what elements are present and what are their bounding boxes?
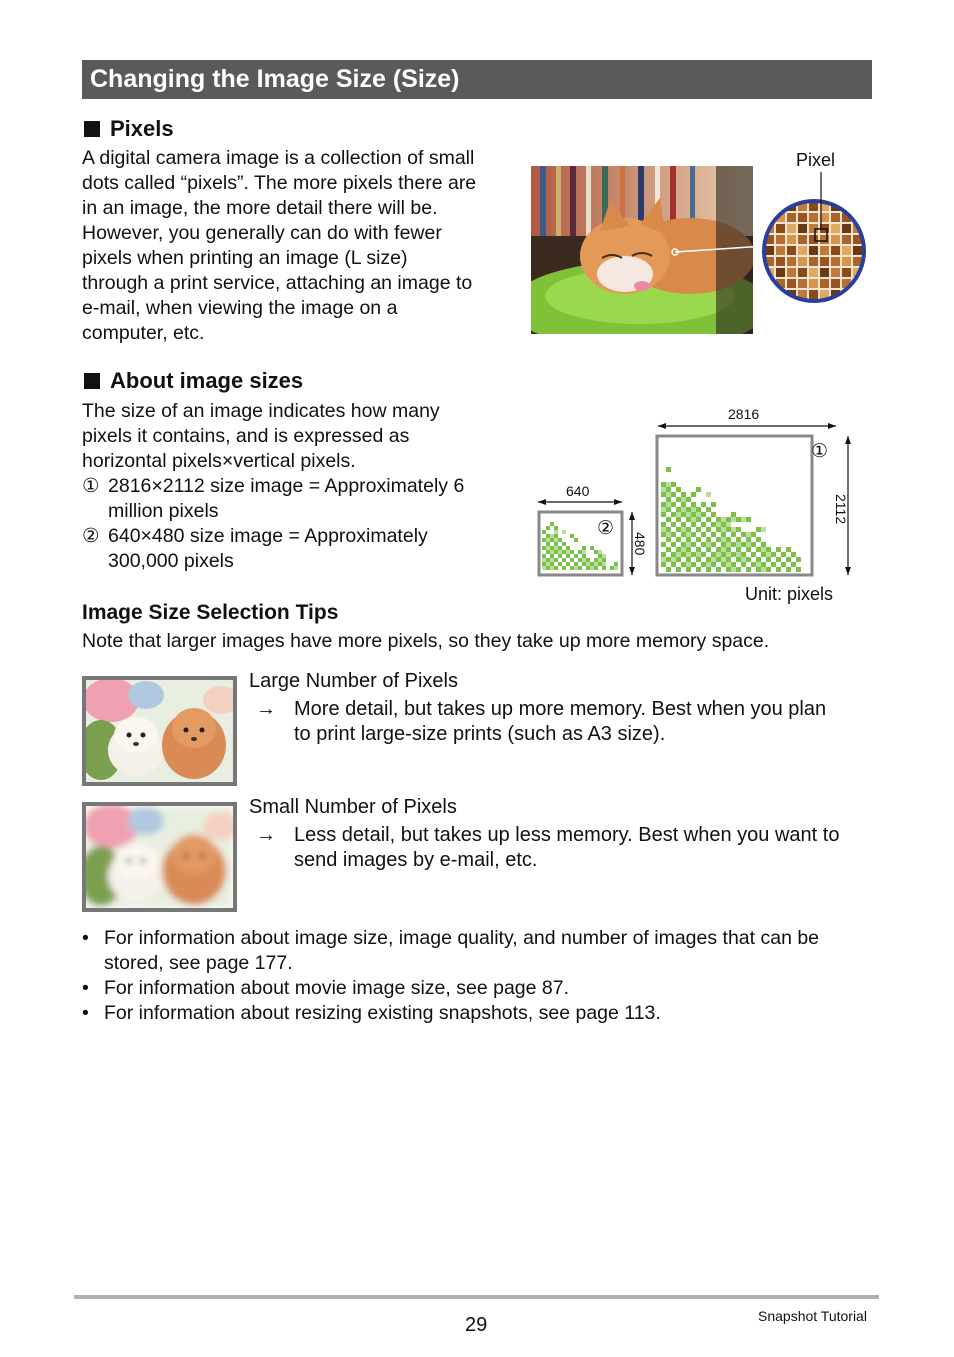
info-bullet-list [82, 926, 882, 1026]
size-item-2: ② 640×480 size image = Approximately 300,000 pixels [82, 525, 428, 572]
footer-section-title: Snapshot Tutorial [758, 1308, 867, 1324]
pixel-label: Pixel [796, 150, 836, 170]
poodles-blurry-image [86, 806, 233, 908]
bullet-dot-icon: • [82, 927, 89, 949]
large-pixels-label: Large Number of Pixels [249, 670, 458, 692]
pixel-grid [764, 201, 874, 311]
size-comparison-diagram [530, 400, 875, 610]
cat-photo-svg [530, 146, 875, 336]
large-height-label: 2112 [833, 494, 849, 525]
bullet-dot-icon: • [82, 977, 89, 999]
footer-divider [74, 1295, 879, 1299]
about-sizes-heading: About image sizes [84, 368, 303, 394]
unit-label: Unit: pixels [745, 584, 834, 604]
tips-heading: Image Size Selection Tips [82, 601, 339, 624]
pixels-heading: Pixels [84, 116, 174, 142]
small-marker: ② [597, 518, 615, 539]
pixels-paragraph: A digital camera image is a collection of small dots called “pixels”. The more pixels there are in an image, the more detail there will be. However, you generally can do with fewer pixels when printing an image (L size) through a print service, attaching an image to e-mail, when viewing the image on a computer, etc. [82, 147, 477, 344]
small-pixels-label: Small Number of Pixels [249, 796, 457, 818]
list-item: • For information about resizing existing snapshots, see page 113. [82, 1002, 661, 1024]
large-marker: ① [811, 441, 829, 462]
bullet-dot-icon: • [82, 1002, 89, 1024]
list-item: • For information about movie image size, see page 87. [82, 977, 570, 999]
large-width-label: 2816 [728, 406, 760, 422]
arrow-right-icon: → [256, 698, 276, 720]
tips-intro: Note that larger images have more pixels, so they take up more memory space. [82, 630, 770, 652]
list-item: • For information about image size, image quality, and number of images that can be stored, see page 177. [82, 927, 820, 974]
small-width-label: 640 [566, 483, 590, 499]
small-pixels-thumbnail [82, 802, 237, 912]
cat-pixel-illustration [530, 146, 875, 336]
square-bullet-icon [84, 121, 100, 137]
square-bullet-icon [84, 373, 100, 389]
small-height-label: 480 [632, 532, 648, 556]
poodles-sharp-image [86, 680, 233, 782]
arrow-right-icon: → [256, 824, 276, 846]
size-item-1: ① 2816×2112 size image = Approximately 6 million pixels [82, 475, 465, 522]
page-number: 29 [465, 1314, 488, 1336]
large-pixels-thumbnail [82, 676, 237, 786]
small-pixels-description: Less detail, but takes up less memory. Best when you want to send images by e-mail, etc. [294, 824, 840, 871]
about-sizes-paragraph: The size of an image indicates how many pixels it contains, and is expressed as horizontal pixels×vertical pixels. ① 2816×2112 size image = Approximately 6 million pixels ② 640×480 size image = Approximately 300,000 pixels [82, 400, 465, 572]
large-pixels-description: More detail, but takes up more memory. Best when you plan to print large-size prints (such as A3 size). [294, 698, 827, 745]
page-title: Changing the Image Size (Size) [90, 65, 460, 93]
